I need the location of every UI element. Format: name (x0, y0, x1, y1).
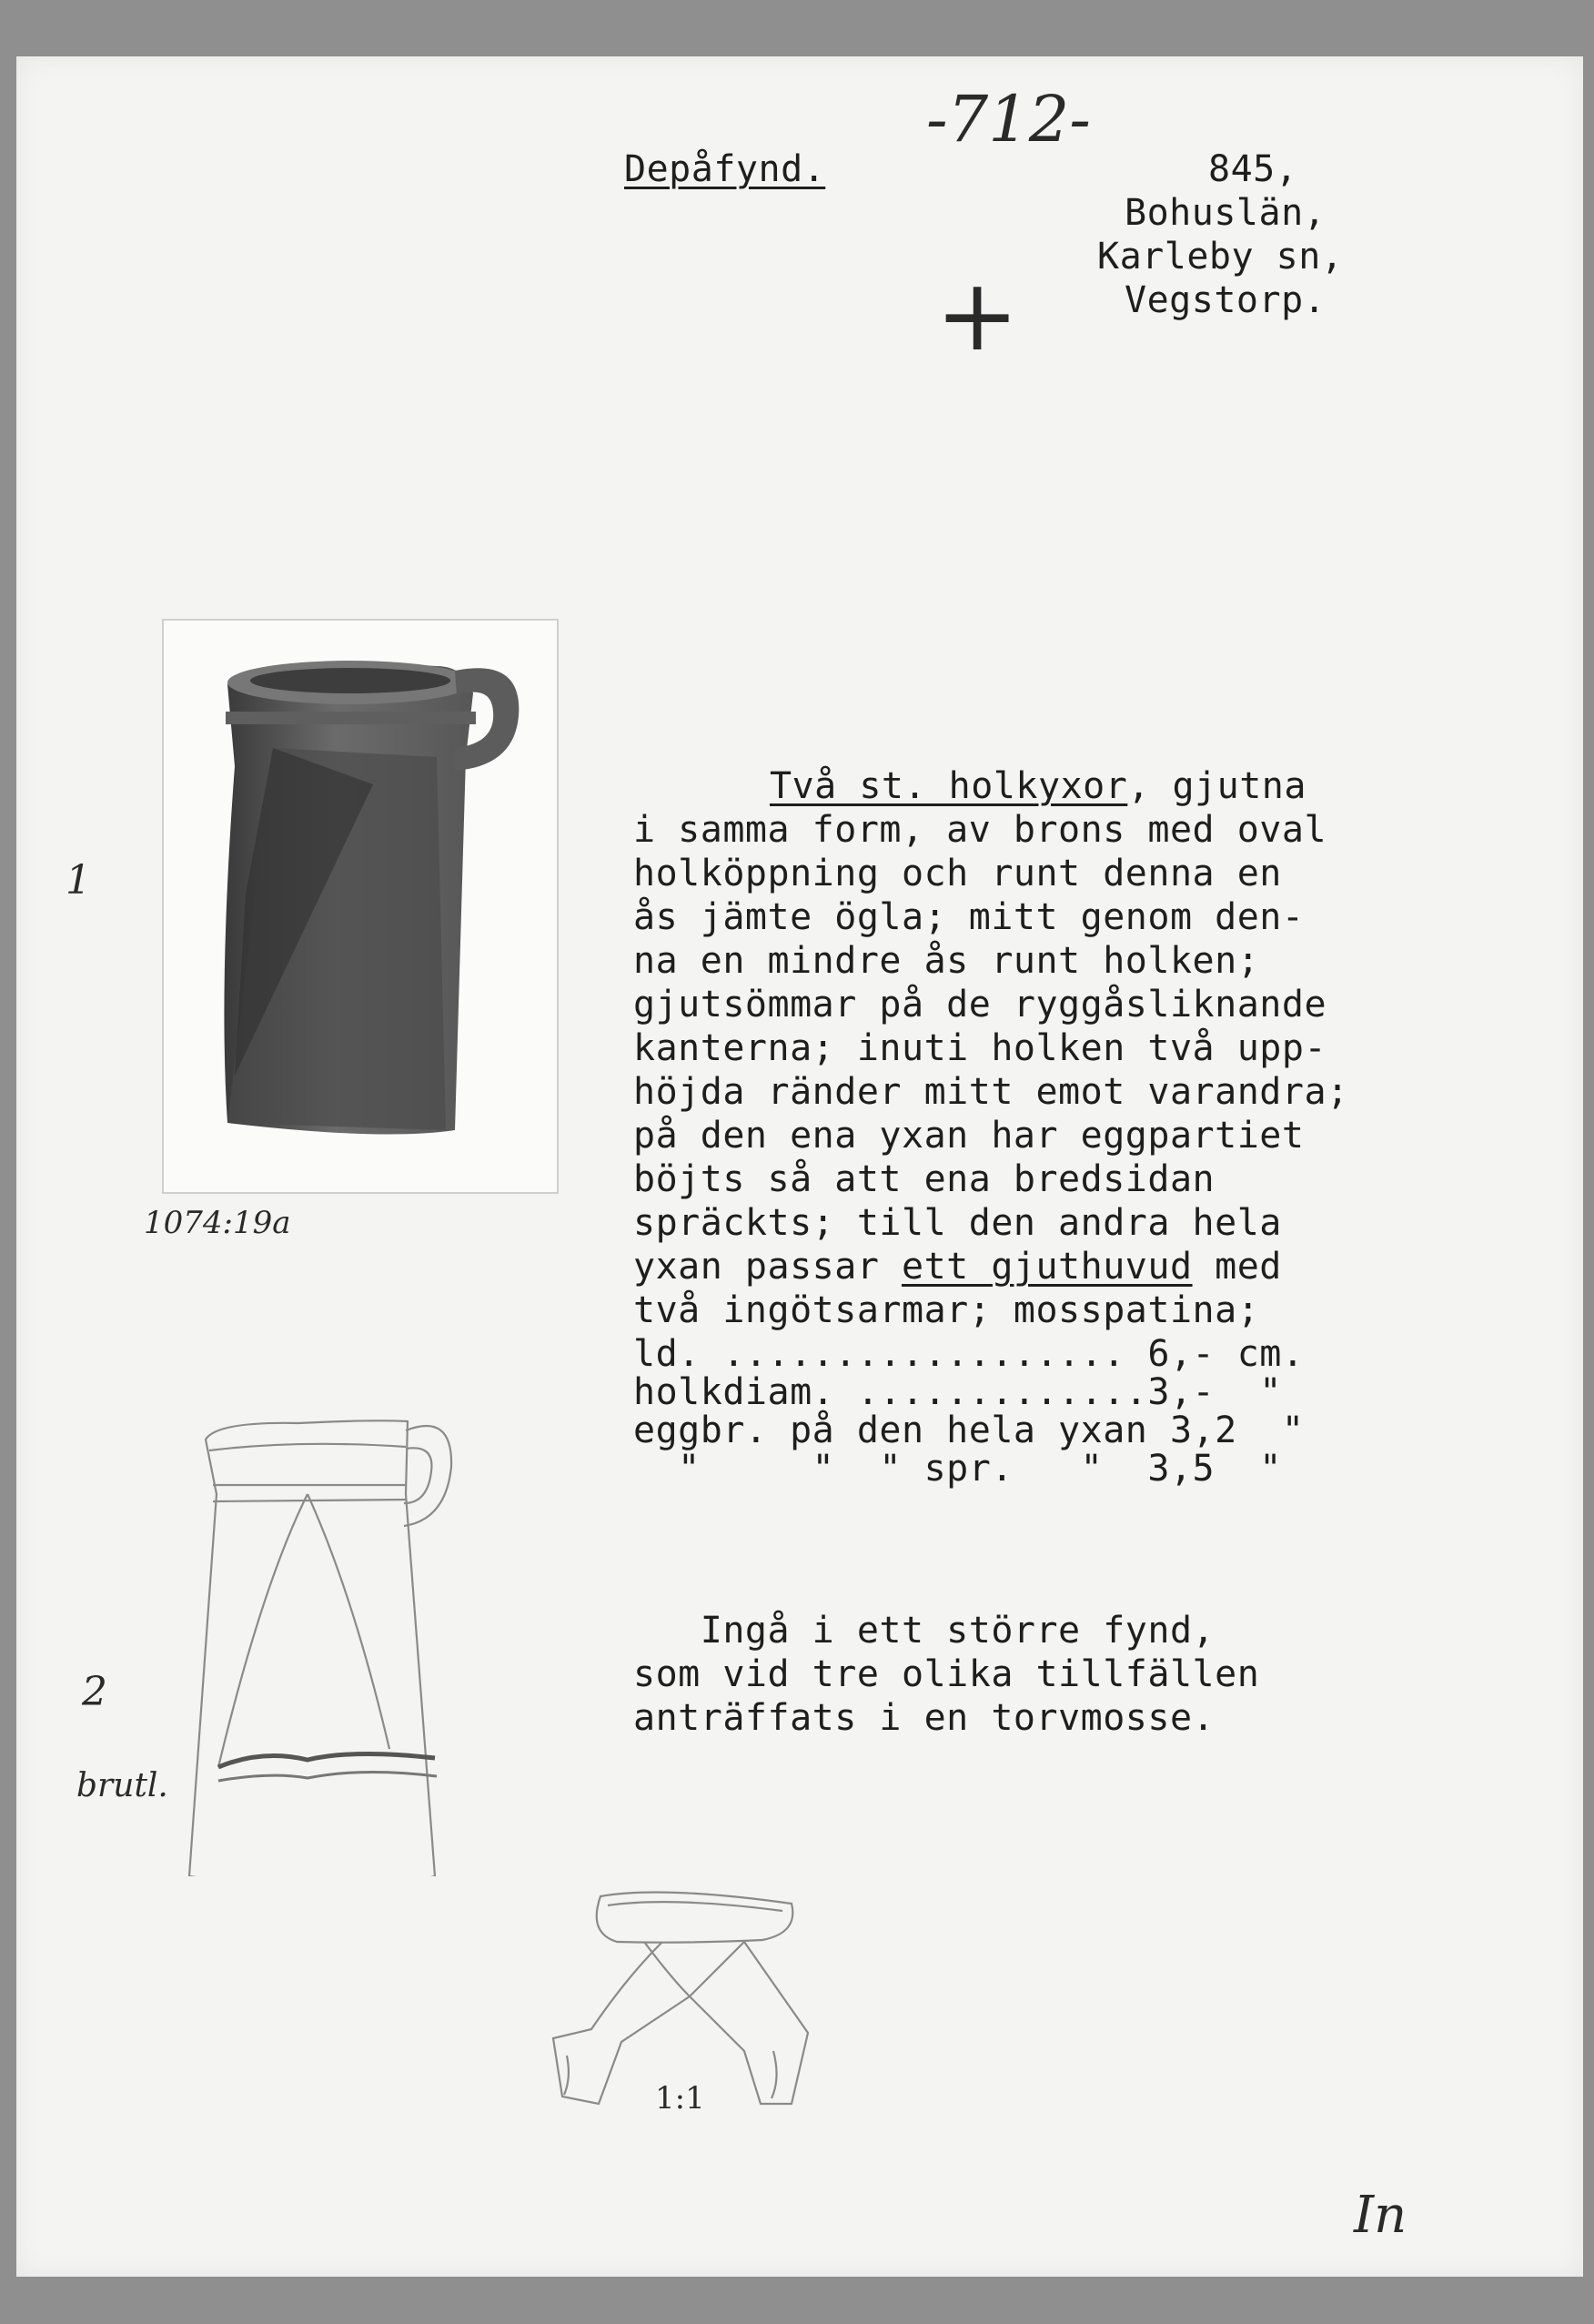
footnote (633, 1609, 1259, 1740)
desc-line-12 (633, 1245, 1349, 1288)
desc-line-1-rest: , gjutna (1127, 765, 1306, 807)
footnote-line-1: Ingå i ett större fynd, (633, 1610, 1216, 1652)
measure-length: ld. .................. 6,- cm. (633, 1333, 1305, 1375)
desc-line-1 (770, 764, 1486, 808)
measure-socket-diameter: holkdiam. .............3,- " (633, 1371, 1282, 1413)
measurements (633, 1332, 1305, 1490)
index-card (16, 56, 1583, 2277)
axe-photo (162, 619, 559, 1194)
catalog-number: 845, (1208, 148, 1298, 190)
site: Vegstorp. (1125, 279, 1327, 321)
desc-line-3: holköppning och runt denna en (633, 853, 1282, 894)
sketch-note: brutl. (76, 1767, 168, 1804)
axe-sketch (162, 1367, 489, 1876)
description-block (633, 764, 1349, 1332)
desc-line-9: på den ena yxan har eggpartiet (633, 1115, 1305, 1157)
desc-line-5: na en mindre ås runt holken; (633, 940, 1260, 982)
desc-line-13: två ingötsarmar; mosspatina; (633, 1289, 1260, 1331)
casting-head-sketch (535, 1869, 835, 2160)
figure-2-label: 2 (82, 1669, 107, 1715)
cross-mark: + (935, 257, 1020, 373)
province: Bohuslän, (1125, 192, 1327, 234)
measure-edge-cracked: " " " spr. " 3,5 " (633, 1448, 1282, 1490)
footnote-line-2: som vid tre olika tillfällen (633, 1653, 1260, 1695)
desc-line-11: spräckts; till den andra hela (633, 1202, 1282, 1244)
figure-1-label: 1 (66, 857, 91, 904)
desc-title: Två st. holkyxor (770, 765, 1128, 807)
footnote-line-3: anträffats i en torvmosse. (633, 1697, 1216, 1739)
desc-line-6: gjutsömmar på de ryggåsliknande (633, 984, 1327, 1026)
desc-line-12-a: yxan passar (633, 1246, 902, 1288)
axe-photo-image (164, 621, 557, 1192)
card-heading: Depåfynd. (624, 148, 826, 190)
parish: Karleby sn, (1097, 236, 1344, 278)
measure-edge-whole: eggbr. på den hela yxan 3,2 " (633, 1410, 1305, 1451)
scale-label: 1:1 (655, 2080, 705, 2117)
desc-line-12-b: med (1192, 1246, 1282, 1288)
desc-line-4: ås jämte ögla; mitt genom den- (633, 896, 1305, 938)
photo-caption: 1074:19a (144, 1205, 291, 1241)
page-number: -712- (926, 82, 1091, 157)
desc-line-2: i samma form, av brons med oval (633, 809, 1327, 851)
desc-line-8: höjda ränder mitt emot varandra; (633, 1071, 1349, 1113)
desc-line-7: kanterna; inuti holken två upp- (633, 1027, 1327, 1069)
initials: In (1354, 2186, 1407, 2245)
desc-gjuthuvud: ett gjuthuvud (901, 1246, 1193, 1288)
desc-line-10: böjts så att ena bredsidan (633, 1158, 1216, 1200)
